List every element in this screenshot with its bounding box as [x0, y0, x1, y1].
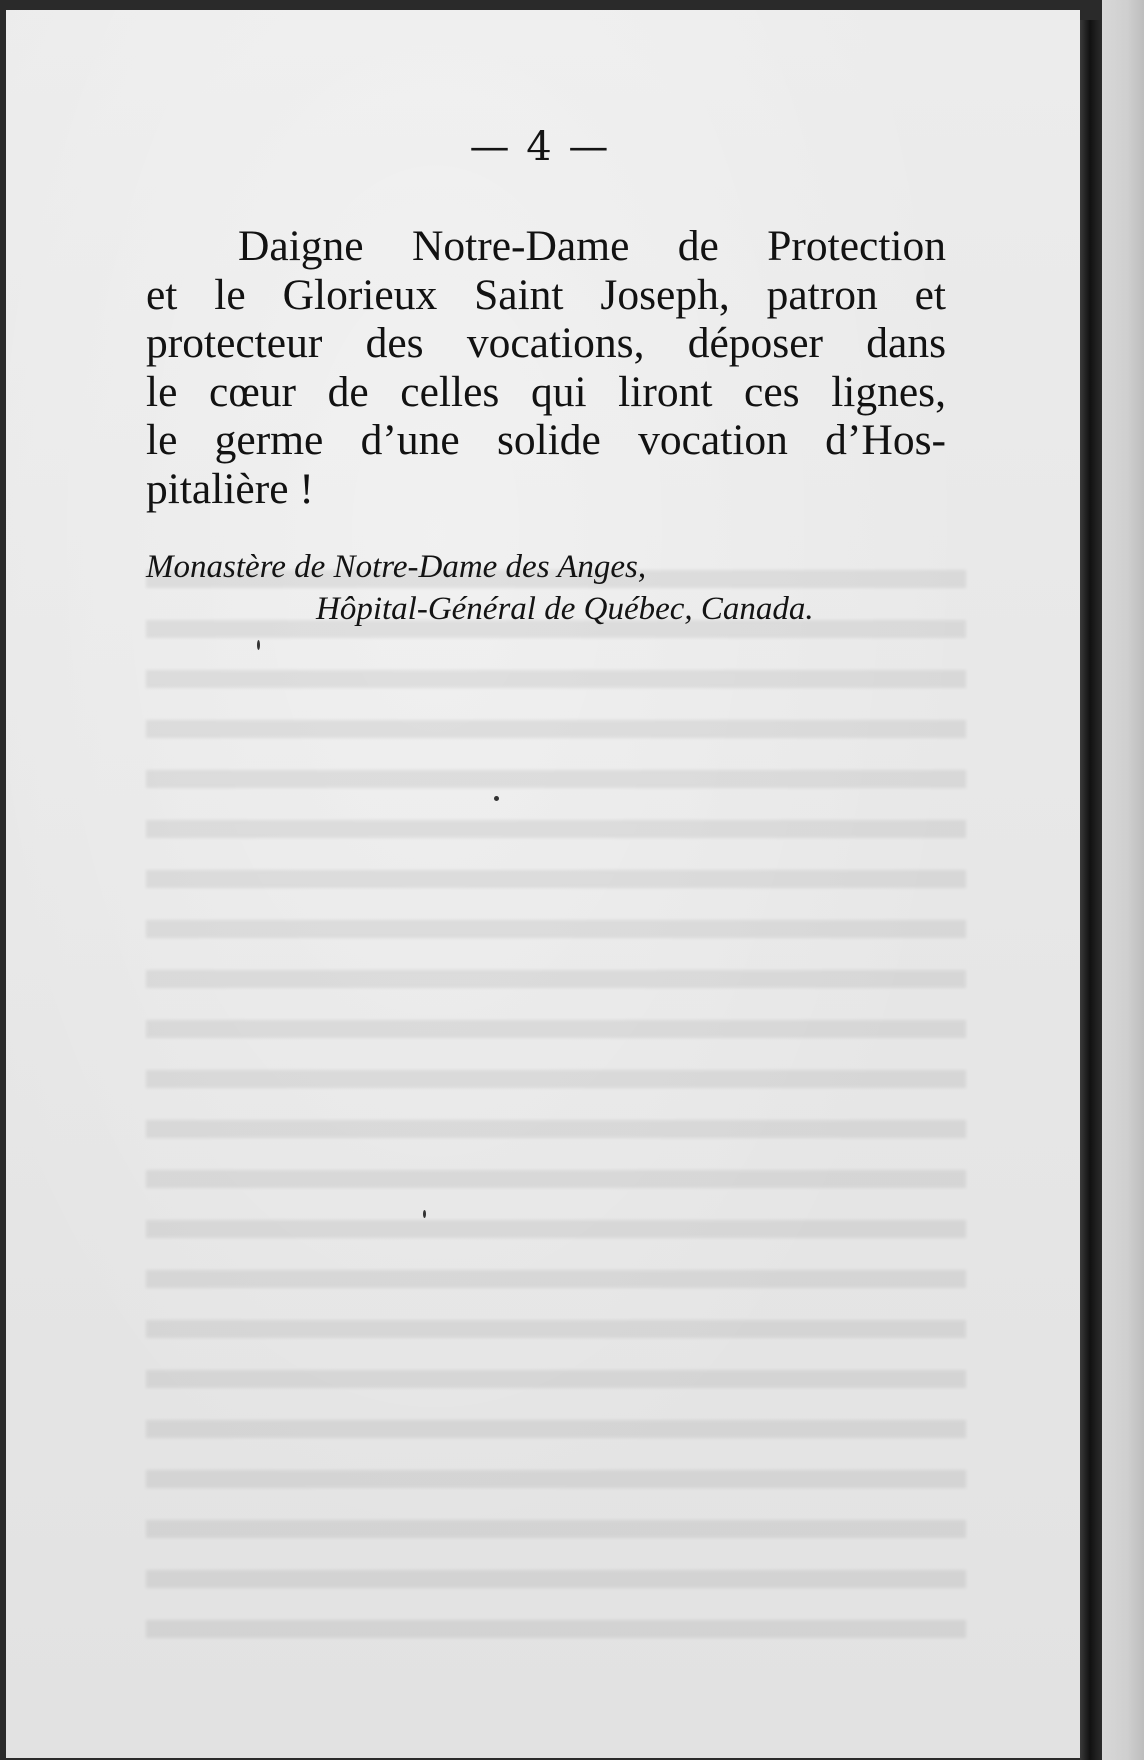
paper-speck: [494, 796, 499, 801]
paper-speck: [257, 640, 260, 650]
body-line: protecteur des vocations, déposer dans: [146, 319, 946, 367]
adjacent-page-edge: [1102, 0, 1144, 1760]
body-line: et le Glorieux Saint Joseph, patron et: [146, 270, 946, 319]
body-line: le cœur de celles qui liront ces lignes,: [146, 367, 946, 416]
body-line: Daigne Notre-Dame de Protection: [238, 222, 946, 270]
reverse-show-through: [146, 570, 966, 1670]
page-number: — 4 —: [469, 124, 611, 170]
body-line: le germe d’une solide vocation d’Hos-: [146, 416, 946, 464]
body-paragraph: [146, 222, 946, 513]
body-line: pitalière !: [146, 464, 314, 513]
paper-speck: [423, 1210, 426, 1218]
binding-edge: [1080, 20, 1102, 1760]
signature-block: [146, 546, 946, 630]
signature-line: Hôpital-Général de Québec, Canada.: [316, 591, 814, 627]
signature-line: Monastère de Notre-Dame des Anges,: [146, 549, 647, 585]
